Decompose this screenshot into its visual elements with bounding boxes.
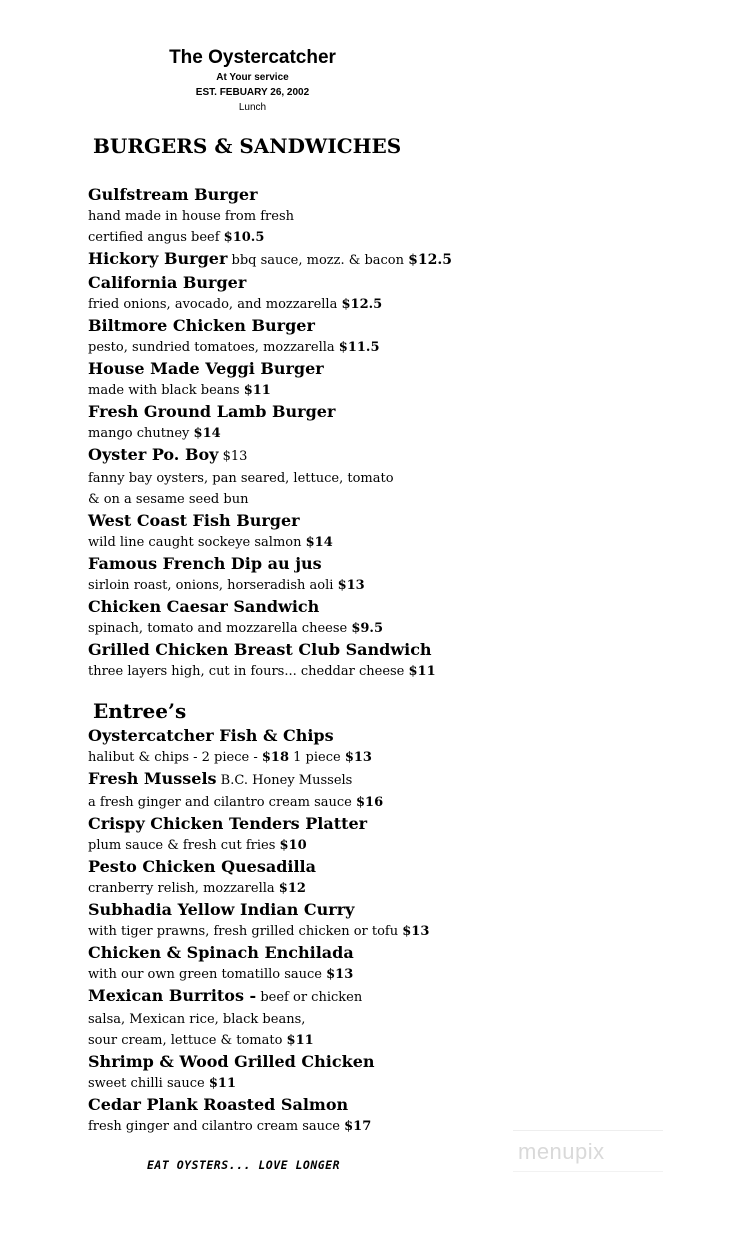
menu-item-description: [88, 294, 728, 315]
description-text: salsa, Mexican rice, black beans,: [88, 1012, 306, 1027]
menu-item-description: [88, 921, 728, 942]
menu-item-description: [88, 661, 728, 682]
menu-item-name: [88, 1094, 728, 1116]
item-price: $13: [326, 967, 354, 982]
section-title-entrees: Entree’s: [93, 699, 187, 723]
item-price: $11: [208, 1076, 236, 1091]
menu-item-description: [88, 380, 728, 401]
description-text: plum sauce & fresh cut fries: [88, 838, 280, 853]
menu-item-name: [88, 248, 728, 272]
menu-item-description: [88, 792, 728, 813]
menu-item-name: [88, 553, 728, 575]
menu-item-description: [88, 1073, 728, 1094]
menu-item-description: [88, 1030, 728, 1051]
item-title: Mexican Burritos -: [88, 986, 257, 1005]
menu-item-name: [88, 358, 728, 380]
description-text: sirloin roast, onions, horseradish aoli: [88, 578, 338, 593]
item-price: $10.5: [223, 230, 265, 245]
meal-label: Lunch: [238, 102, 267, 113]
description-text: & on a sesame seed bun: [88, 492, 249, 507]
description-text: mango chutney: [88, 426, 194, 441]
watermark-logo: menupix: [513, 1130, 663, 1172]
description-text: fresh ginger and cilantro cream sauce: [88, 1119, 345, 1134]
description-text: cranberry relish, mozzarella: [88, 881, 279, 896]
item-title: Hickory Burger: [88, 249, 228, 268]
item-price: $12.5: [341, 297, 383, 312]
menu-header: [0, 46, 505, 115]
item-price: $14: [305, 535, 333, 550]
menu-item-description: [88, 423, 728, 444]
description-text: halibut & chips - 2 piece -: [88, 750, 262, 765]
menu-item-name: [88, 315, 728, 337]
item-title: West Coast Fish Burger: [88, 511, 300, 530]
item-title: Chicken & Spinach Enchilada: [88, 943, 354, 962]
description-text: fried onions, avocado, and mozzarella: [88, 297, 342, 312]
menu-item-name: [88, 272, 728, 294]
menu-item-name: [88, 942, 728, 964]
item-title: Biltmore Chicken Burger: [88, 316, 315, 335]
description-text: three layers high, cut in fours... cheddar cheese: [88, 664, 409, 679]
item-title: Famous French Dip au jus: [88, 554, 322, 573]
menu-item-description: [88, 618, 728, 639]
item-price: $14: [193, 426, 221, 441]
description-text: wild line caught sockeye salmon: [88, 535, 306, 550]
restaurant-name: The Oystercatcher: [169, 47, 336, 68]
item-title: Shrimp & Wood Grilled Chicken: [88, 1052, 375, 1071]
item-price: $10: [279, 838, 307, 853]
item-inline-note: B.C. Honey Mussels: [216, 773, 353, 788]
menu-item-name: [88, 596, 728, 618]
menu-item-description: [88, 337, 728, 358]
description-text: a fresh ginger and cilantro cream sauce: [88, 795, 356, 810]
tagline: At Your service: [216, 72, 289, 83]
item-price: $12.5: [408, 252, 452, 268]
menu-item-description: [88, 835, 728, 856]
menu-item-name: [88, 985, 728, 1009]
footer-slogan: EAT OYSTERS... LOVE LONGER: [147, 1158, 341, 1172]
menu-item-description: [88, 1009, 728, 1030]
item-price: $9.5: [351, 621, 383, 636]
menu-item-description: [88, 227, 728, 248]
item-price: $13: [402, 924, 430, 939]
description-text: sweet chilli sauce: [88, 1076, 209, 1091]
section-entrees-items: [88, 725, 728, 1137]
item-title: Fresh Mussels: [88, 769, 217, 788]
item-price: $17: [344, 1119, 372, 1134]
section-burgers-items: [88, 184, 728, 682]
description-text: fanny bay oysters, pan seared, lettuce, tomato: [88, 471, 394, 486]
item-title: Crispy Chicken Tenders Platter: [88, 814, 368, 833]
item-title: Oyster Po. Boy: [88, 445, 219, 464]
menu-item-description: [88, 747, 728, 768]
menu-item-description: [88, 489, 728, 510]
menu-item-name: [88, 856, 728, 878]
item-inline-note: bbq sauce, mozz. & bacon: [227, 253, 409, 268]
section-title-burgers: BURGERS & SANDWICHES: [93, 134, 402, 158]
item-title: Grilled Chicken Breast Club Sandwich: [88, 640, 432, 659]
description-text: certified angus beef: [88, 230, 224, 245]
item-title: Gulfstream Burger: [88, 185, 258, 204]
item-price: $16: [356, 795, 384, 810]
menu-item-name: [88, 768, 728, 792]
item-title: House Made Veggi Burger: [88, 359, 324, 378]
item-title: Fresh Ground Lamb Burger: [88, 402, 336, 421]
item-inline-note: beef or chicken: [256, 990, 363, 1005]
item-title: Chicken Caesar Sandwich: [88, 597, 320, 616]
menu-item-name: [88, 899, 728, 921]
menu-item-description: [88, 964, 728, 985]
description-text: 1 piece: [289, 750, 345, 765]
description-text: hand made in house from fresh: [88, 209, 294, 224]
item-title: Cedar Plank Roasted Salmon: [88, 1095, 349, 1114]
menu-item-name: [88, 184, 728, 206]
item-price: $11: [408, 664, 436, 679]
description-text: spinach, tomato and mozzarella cheese: [88, 621, 352, 636]
item-price: $11.5: [338, 340, 380, 355]
menu-item-description: [88, 468, 728, 489]
description-text: pesto, sundried tomatoes, mozzarella: [88, 340, 339, 355]
menu-item-name: [88, 444, 728, 468]
description-text: made with black beans: [88, 383, 244, 398]
item-title: California Burger: [88, 273, 247, 292]
item-price: $13: [337, 578, 365, 593]
menu-item-name: [88, 639, 728, 661]
menu-item-name: [88, 813, 728, 835]
menu-item-description: [88, 878, 728, 899]
item-price: $13: [344, 750, 372, 765]
item-price: $11: [286, 1033, 314, 1048]
item-price: $18: [261, 750, 290, 765]
menu-item-name: [88, 725, 728, 747]
description-text: with tiger prawns, fresh grilled chicken or tofu: [88, 924, 403, 939]
item-price: $11: [243, 383, 271, 398]
menu-item-description: [88, 206, 728, 227]
description-text: with our own green tomatillo sauce: [88, 967, 327, 982]
item-title: Subhadia Yellow Indian Curry: [88, 900, 355, 919]
menu-item-name: [88, 510, 728, 532]
item-title: Oystercatcher Fish & Chips: [88, 726, 334, 745]
menu-item-name: [88, 1051, 728, 1073]
menu-item-description: [88, 575, 728, 596]
item-title: Pesto Chicken Quesadilla: [88, 857, 316, 876]
established-date: EST. FEBUARY 26, 2002: [195, 87, 310, 98]
item-price: $12: [278, 881, 306, 896]
menu-item-description: [88, 532, 728, 553]
description-text: sour cream, lettuce & tomato: [88, 1033, 287, 1048]
item-inline-note: $13: [218, 449, 248, 464]
menu-item-name: [88, 401, 728, 423]
